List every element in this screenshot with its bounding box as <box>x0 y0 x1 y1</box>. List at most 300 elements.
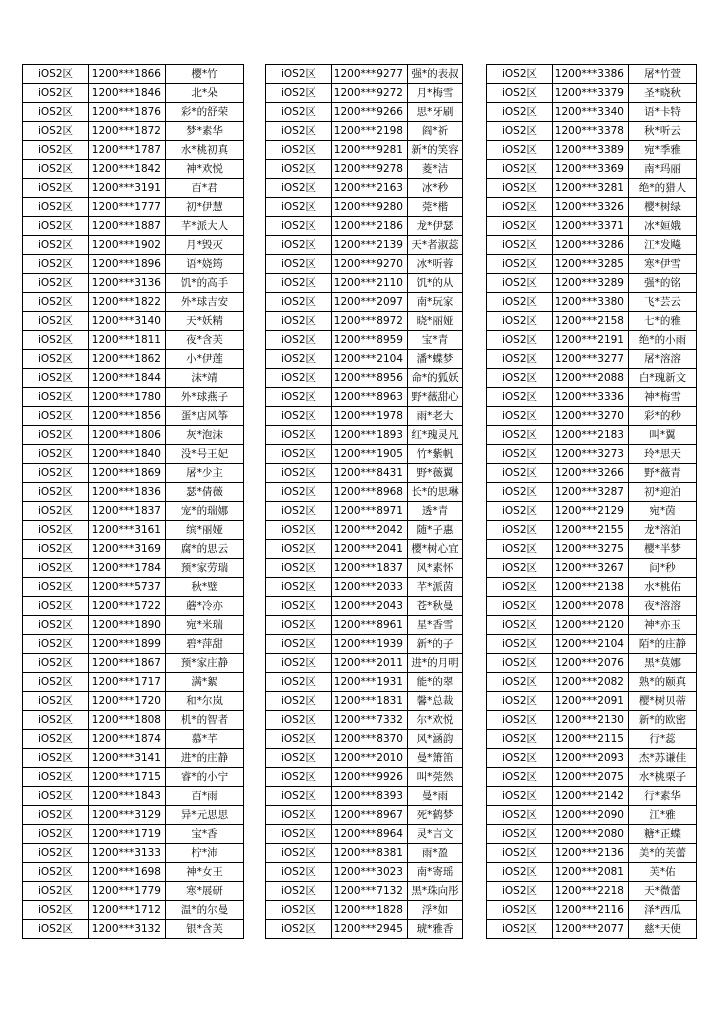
table-row <box>487 217 697 236</box>
region-cell: iOS2区 <box>487 84 553 103</box>
table-row <box>487 179 697 198</box>
account-id-cell: 1200***5737 <box>89 578 166 597</box>
region-cell: iOS2区 <box>266 407 332 426</box>
table-row <box>487 103 697 122</box>
region-cell: iOS2区 <box>266 84 332 103</box>
account-id-cell: 1200***2129 <box>553 502 629 521</box>
account-id-cell: 1200***3140 <box>89 312 166 331</box>
region-cell: iOS2区 <box>266 502 332 521</box>
account-id-cell: 1200***9278 <box>332 160 408 179</box>
account-id-cell: 1200***2183 <box>553 426 629 445</box>
region-cell: iOS2区 <box>266 920 332 939</box>
region-cell: iOS2区 <box>23 825 89 844</box>
account-id-cell: 1200***2130 <box>553 711 629 730</box>
nickname-cell: 彩*的秒 <box>629 407 697 426</box>
table-row <box>487 84 697 103</box>
account-id-cell: 1200***1872 <box>89 122 166 141</box>
region-cell: iOS2区 <box>487 179 553 198</box>
table-row <box>487 844 697 863</box>
account-id-cell: 1200***8964 <box>332 825 408 844</box>
region-cell: iOS2区 <box>23 236 89 255</box>
nickname-cell: 糖*正蝶 <box>629 825 697 844</box>
account-id-cell: 1200***1862 <box>89 350 166 369</box>
table-row <box>266 768 463 787</box>
nickname-cell: 红*瑰灵凡 <box>408 426 463 445</box>
nickname-cell: 馨*总裁 <box>408 692 463 711</box>
region-cell: iOS2区 <box>23 84 89 103</box>
table-row <box>23 749 244 768</box>
account-id-cell: 1200***2155 <box>553 521 629 540</box>
account-id-cell: 1200***1779 <box>89 882 166 901</box>
account-id-cell: 1200***1896 <box>89 255 166 274</box>
account-id-cell: 1200***3371 <box>553 217 629 236</box>
table-row <box>487 331 697 350</box>
region-cell: iOS2区 <box>487 274 553 293</box>
region-cell: iOS2区 <box>266 293 332 312</box>
region-cell: iOS2区 <box>266 236 332 255</box>
account-id-cell: 1200***1828 <box>332 901 408 920</box>
table-row <box>487 578 697 597</box>
table-row <box>266 654 463 673</box>
nickname-cell: 百*雨 <box>166 787 244 806</box>
region-cell: iOS2区 <box>23 426 89 445</box>
region-cell: iOS2区 <box>487 103 553 122</box>
account-id-cell: 1200***2142 <box>553 787 629 806</box>
account-id-cell: 1200***3161 <box>89 521 166 540</box>
table-row <box>266 901 463 920</box>
account-id-cell: 1200***2033 <box>332 578 408 597</box>
region-cell: iOS2区 <box>23 673 89 692</box>
region-cell: iOS2区 <box>266 730 332 749</box>
nickname-cell: 异*元思思 <box>166 806 244 825</box>
region-cell: iOS2区 <box>23 122 89 141</box>
nickname-cell: 进*的庄静 <box>166 749 244 768</box>
nickname-cell: 南*玛丽 <box>629 160 697 179</box>
table-row <box>487 749 697 768</box>
table-row <box>266 103 463 122</box>
nickname-cell: 冰*听蓉 <box>408 255 463 274</box>
nickname-cell: 初*迎泊 <box>629 483 697 502</box>
nickname-cell: 芙*佑 <box>629 863 697 882</box>
nickname-cell: 百*君 <box>166 179 244 198</box>
table-row <box>23 540 244 559</box>
nickname-cell: 熟*的颐真 <box>629 673 697 692</box>
nickname-cell: 语*卡特 <box>629 103 697 122</box>
table-row <box>266 597 463 616</box>
region-cell: iOS2区 <box>23 312 89 331</box>
table-row <box>487 730 697 749</box>
account-id-cell: 1200***2091 <box>553 692 629 711</box>
region-cell: iOS2区 <box>23 692 89 711</box>
account-id-cell: 1200***8971 <box>332 502 408 521</box>
account-id-cell: 1200***2041 <box>332 540 408 559</box>
region-cell: iOS2区 <box>266 768 332 787</box>
region-cell: iOS2区 <box>23 787 89 806</box>
account-id-cell: 1200***1837 <box>89 502 166 521</box>
nickname-cell: 黑*珠向彤 <box>408 882 463 901</box>
table-row <box>266 179 463 198</box>
region-cell: iOS2区 <box>23 559 89 578</box>
table-row <box>266 160 463 179</box>
region-cell: iOS2区 <box>23 274 89 293</box>
region-cell: iOS2区 <box>23 844 89 863</box>
nickname-cell: 芊*派大人 <box>166 217 244 236</box>
nickname-cell: 水*桃栗子 <box>629 768 697 787</box>
account-id-cell: 1200***8963 <box>332 388 408 407</box>
account-id-cell: 1200***3275 <box>553 540 629 559</box>
region-cell: iOS2区 <box>23 255 89 274</box>
region-cell: iOS2区 <box>23 445 89 464</box>
region-cell: iOS2区 <box>23 635 89 654</box>
region-cell: iOS2区 <box>487 768 553 787</box>
region-cell: iOS2区 <box>487 654 553 673</box>
table-body <box>487 65 697 939</box>
nickname-cell: 行*蕊 <box>629 730 697 749</box>
table-row <box>266 236 463 255</box>
nickname-cell: 宝*香 <box>166 825 244 844</box>
table-row <box>23 825 244 844</box>
account-id-cell: 1200***1843 <box>89 787 166 806</box>
table-row <box>23 388 244 407</box>
table-row <box>23 635 244 654</box>
nickname-cell: 天*妖精 <box>166 312 244 331</box>
account-id-cell: 1200***2088 <box>553 369 629 388</box>
table-row <box>487 426 697 445</box>
nickname-cell: 神*女王 <box>166 863 244 882</box>
account-id-cell: 1200***1720 <box>89 692 166 711</box>
region-cell: iOS2区 <box>487 711 553 730</box>
nickname-cell: 竹*紫帆 <box>408 445 463 464</box>
nickname-cell: 碧*萍甜 <box>166 635 244 654</box>
account-id-cell: 1200***1780 <box>89 388 166 407</box>
account-id-cell: 1200***3136 <box>89 274 166 293</box>
account-id-cell: 1200***3267 <box>553 559 629 578</box>
table-row <box>23 103 244 122</box>
account-id-cell: 1200***3169 <box>89 540 166 559</box>
account-id-cell: 1200***9270 <box>332 255 408 274</box>
region-cell: iOS2区 <box>487 901 553 920</box>
account-id-cell: 1200***1784 <box>89 559 166 578</box>
account-id-cell: 1200***2198 <box>332 122 408 141</box>
nickname-cell: 绝*的小雨 <box>629 331 697 350</box>
table-row <box>266 464 463 483</box>
account-id-cell: 1200***1822 <box>89 293 166 312</box>
region-cell: iOS2区 <box>23 464 89 483</box>
account-id-cell: 1200***3286 <box>553 236 629 255</box>
table-row <box>23 521 244 540</box>
region-cell: iOS2区 <box>487 692 553 711</box>
account-id-cell: 1200***2042 <box>332 521 408 540</box>
region-cell: iOS2区 <box>23 160 89 179</box>
region-cell: iOS2区 <box>23 597 89 616</box>
account-id-cell: 1200***1836 <box>89 483 166 502</box>
account-id-cell: 1200***2090 <box>553 806 629 825</box>
region-cell: iOS2区 <box>23 863 89 882</box>
table-row <box>23 350 244 369</box>
table-row <box>487 122 697 141</box>
account-id-cell: 1200***9926 <box>332 768 408 787</box>
region-cell: iOS2区 <box>266 217 332 236</box>
account-id-cell: 1200***1715 <box>89 768 166 787</box>
table-row <box>487 312 697 331</box>
region-cell: iOS2区 <box>487 236 553 255</box>
account-id-cell: 1200***3133 <box>89 844 166 863</box>
region-cell: iOS2区 <box>487 806 553 825</box>
region-cell: iOS2区 <box>23 711 89 730</box>
region-cell: iOS2区 <box>266 597 332 616</box>
region-cell: iOS2区 <box>266 635 332 654</box>
region-cell: iOS2区 <box>23 65 89 84</box>
region-cell: iOS2区 <box>266 141 332 160</box>
nickname-cell: 慈*天使 <box>629 920 697 939</box>
nickname-cell: 宝*青 <box>408 331 463 350</box>
account-id-cell: 1200***2191 <box>553 331 629 350</box>
account-id-cell: 1200***1837 <box>332 559 408 578</box>
account-id-cell: 1200***1856 <box>89 407 166 426</box>
nickname-cell: 绝*的猎人 <box>629 179 697 198</box>
table-row <box>266 122 463 141</box>
nickname-cell: 银*含芙 <box>166 920 244 939</box>
region-cell: iOS2区 <box>487 65 553 84</box>
nickname-cell: 飞*芸云 <box>629 293 697 312</box>
region-cell: iOS2区 <box>23 901 89 920</box>
table-row <box>23 559 244 578</box>
account-id-cell: 1200***1866 <box>89 65 166 84</box>
nickname-cell: 七*的雅 <box>629 312 697 331</box>
region-cell: iOS2区 <box>23 483 89 502</box>
region-cell: iOS2区 <box>487 122 553 141</box>
table-row <box>23 806 244 825</box>
table-row <box>266 806 463 825</box>
table-row <box>23 407 244 426</box>
region-cell: iOS2区 <box>266 350 332 369</box>
nickname-cell: 宛*季雅 <box>629 141 697 160</box>
table-row <box>487 825 697 844</box>
table-row <box>266 787 463 806</box>
table-row <box>487 540 697 559</box>
nickname-cell: 和*尔岚 <box>166 692 244 711</box>
nickname-cell: 天*微蕾 <box>629 882 697 901</box>
region-cell: iOS2区 <box>266 160 332 179</box>
account-id-cell: 1200***2078 <box>553 597 629 616</box>
region-cell: iOS2区 <box>266 540 332 559</box>
table-row <box>23 426 244 445</box>
table-row <box>487 255 697 274</box>
account-id-cell: 1200***1844 <box>89 369 166 388</box>
table-row <box>487 711 697 730</box>
region-cell: iOS2区 <box>487 882 553 901</box>
region-cell: iOS2区 <box>23 578 89 597</box>
nickname-cell: 泽*西瓜 <box>629 901 697 920</box>
nickname-cell: 寒*展研 <box>166 882 244 901</box>
region-cell: iOS2区 <box>487 426 553 445</box>
table-row <box>266 749 463 768</box>
region-cell: iOS2区 <box>23 369 89 388</box>
account-id-cell: 1200***8959 <box>332 331 408 350</box>
table-row <box>23 255 244 274</box>
table-row <box>487 863 697 882</box>
nickname-cell: 菱*洁 <box>408 160 463 179</box>
region-cell: iOS2区 <box>487 844 553 863</box>
table-row <box>23 312 244 331</box>
region-cell: iOS2区 <box>266 901 332 920</box>
table-row <box>266 559 463 578</box>
account-id-cell: 1200***1931 <box>332 673 408 692</box>
account-id-cell: 1200***3386 <box>553 65 629 84</box>
table-row <box>487 502 697 521</box>
table-row <box>266 274 463 293</box>
table-row <box>266 844 463 863</box>
nickname-cell: 语*娆筠 <box>166 255 244 274</box>
region-cell: iOS2区 <box>23 502 89 521</box>
region-cell: iOS2区 <box>266 65 332 84</box>
account-id-cell: 1200***1890 <box>89 616 166 635</box>
account-id-cell: 1200***2945 <box>332 920 408 939</box>
nickname-cell: 宛*茵 <box>629 502 697 521</box>
nickname-cell: 江*雅 <box>629 806 697 825</box>
account-id-cell: 1200***3369 <box>553 160 629 179</box>
table-row <box>266 141 463 160</box>
region-cell: iOS2区 <box>487 255 553 274</box>
region-cell: iOS2区 <box>23 179 89 198</box>
region-cell: iOS2区 <box>487 559 553 578</box>
account-id-cell: 1200***8381 <box>332 844 408 863</box>
nickname-cell: 温*的尔曼 <box>166 901 244 920</box>
region-cell: iOS2区 <box>23 654 89 673</box>
nickname-cell: 莞*楷 <box>408 198 463 217</box>
table-row <box>266 312 463 331</box>
account-id-cell: 1200***9266 <box>332 103 408 122</box>
account-id-cell: 1200***2138 <box>553 578 629 597</box>
nickname-cell: 外*球燕子 <box>166 388 244 407</box>
table-row <box>266 616 463 635</box>
region-cell: iOS2区 <box>266 673 332 692</box>
table-row <box>266 388 463 407</box>
nickname-cell: 柠*沛 <box>166 844 244 863</box>
table-row <box>487 198 697 217</box>
account-id-cell: 1200***1902 <box>89 236 166 255</box>
region-cell: iOS2区 <box>487 198 553 217</box>
table-row <box>487 597 697 616</box>
nickname-cell: 樱*树贝蒂 <box>629 692 697 711</box>
table-row <box>266 483 463 502</box>
region-cell: iOS2区 <box>23 293 89 312</box>
record-table-right <box>486 64 697 939</box>
account-id-cell: 1200***1876 <box>89 103 166 122</box>
table-row <box>266 350 463 369</box>
account-id-cell: 1200***2075 <box>553 768 629 787</box>
nickname-cell: 屠*溶溶 <box>629 350 697 369</box>
account-id-cell: 1200***3379 <box>553 84 629 103</box>
account-id-cell: 1200***1806 <box>89 426 166 445</box>
table-row <box>487 445 697 464</box>
nickname-cell: 随*子惠 <box>408 521 463 540</box>
region-cell: iOS2区 <box>266 274 332 293</box>
account-id-cell: 1200***1811 <box>89 331 166 350</box>
table-row <box>487 673 697 692</box>
table-row <box>266 198 463 217</box>
account-id-cell: 1200***1842 <box>89 160 166 179</box>
region-cell: iOS2区 <box>266 255 332 274</box>
region-cell: iOS2区 <box>266 179 332 198</box>
nickname-cell: 野*薇翼 <box>408 464 463 483</box>
table-row <box>266 502 463 521</box>
nickname-cell: 水*桃佑 <box>629 578 697 597</box>
region-cell: iOS2区 <box>487 749 553 768</box>
nickname-cell: 小*伊莲 <box>166 350 244 369</box>
table-row <box>487 768 697 787</box>
table-row <box>23 331 244 350</box>
nickname-cell: 月*梅雪 <box>408 84 463 103</box>
nickname-cell: 彩*的舒荣 <box>166 103 244 122</box>
nickname-cell: 神*欢悦 <box>166 160 244 179</box>
region-cell: iOS2区 <box>23 768 89 787</box>
table-row <box>266 65 463 84</box>
account-id-cell: 1200***9281 <box>332 141 408 160</box>
region-cell: iOS2区 <box>266 711 332 730</box>
account-id-cell: 1200***3378 <box>553 122 629 141</box>
nickname-cell: 叫*翼 <box>629 426 697 445</box>
nickname-cell: 野*薇甜心 <box>408 388 463 407</box>
account-id-cell: 1200***2082 <box>553 673 629 692</box>
region-cell: iOS2区 <box>23 103 89 122</box>
table-row <box>487 635 697 654</box>
region-cell: iOS2区 <box>266 464 332 483</box>
nickname-cell: 潘*蝶梦 <box>408 350 463 369</box>
nickname-cell: 雨*老大 <box>408 407 463 426</box>
table-row <box>487 407 697 426</box>
table-row <box>266 692 463 711</box>
account-id-cell: 1200***1777 <box>89 198 166 217</box>
region-cell: iOS2区 <box>266 749 332 768</box>
table-row <box>266 369 463 388</box>
nickname-cell: 满*絮 <box>166 673 244 692</box>
table-row <box>266 331 463 350</box>
nickname-cell: 缤*丽娅 <box>166 521 244 540</box>
table-row <box>487 65 697 84</box>
region-cell: iOS2区 <box>487 521 553 540</box>
account-id-cell: 1200***2115 <box>553 730 629 749</box>
region-cell: iOS2区 <box>266 863 332 882</box>
region-cell: iOS2区 <box>487 787 553 806</box>
region-cell: iOS2区 <box>23 331 89 350</box>
table-row <box>23 844 244 863</box>
nickname-cell: 杰*苏谦佳 <box>629 749 697 768</box>
nickname-cell: 行*素华 <box>629 787 697 806</box>
account-id-cell: 1200***8431 <box>332 464 408 483</box>
nickname-cell: 龙*伊瑟 <box>408 217 463 236</box>
table-row <box>23 122 244 141</box>
region-cell: iOS2区 <box>487 293 553 312</box>
account-id-cell: 1200***8967 <box>332 806 408 825</box>
nickname-cell: 阎*祈 <box>408 122 463 141</box>
nickname-cell: 月*毁灭 <box>166 236 244 255</box>
table-row <box>23 920 244 939</box>
table-row <box>266 217 463 236</box>
nickname-cell: 机*的智者 <box>166 711 244 730</box>
table-row <box>487 483 697 502</box>
account-id-cell: 1200***3277 <box>553 350 629 369</box>
record-table-left <box>22 64 244 939</box>
table-row <box>23 730 244 749</box>
account-id-cell: 1200***1787 <box>89 141 166 160</box>
nickname-cell: 星*香雪 <box>408 616 463 635</box>
region-cell: iOS2区 <box>266 654 332 673</box>
table-row <box>487 616 697 635</box>
nickname-cell: 慕*芊 <box>166 730 244 749</box>
region-cell: iOS2区 <box>266 369 332 388</box>
account-id-cell: 1200***2163 <box>332 179 408 198</box>
